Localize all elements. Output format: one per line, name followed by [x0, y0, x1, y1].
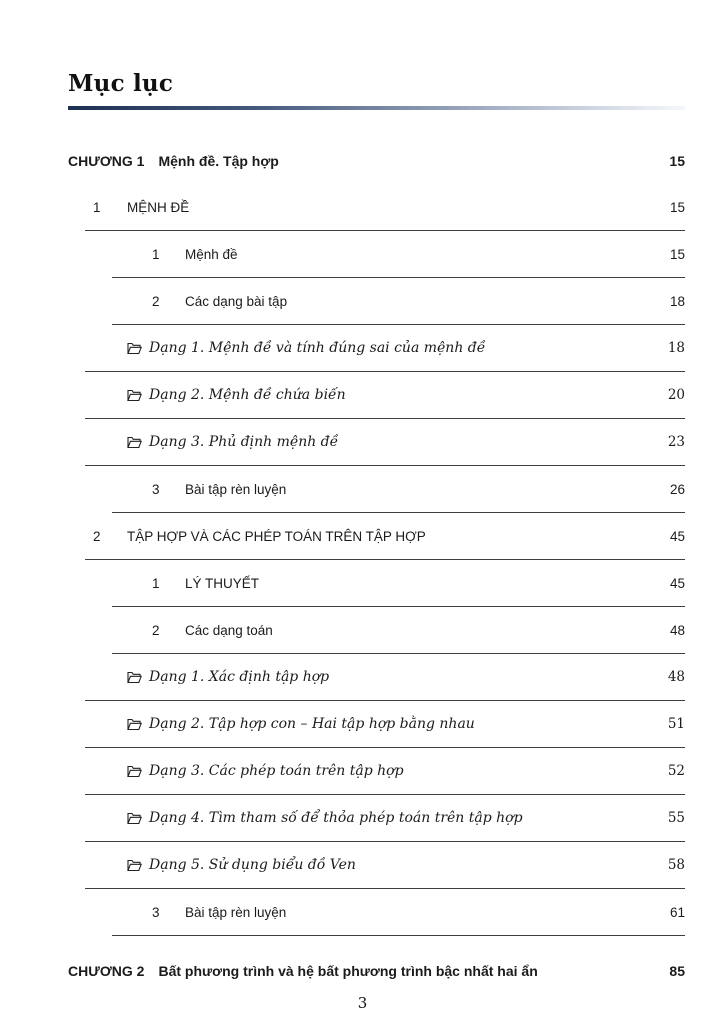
dang-title: Dạng 1. Mệnh đề và tính đúng sai của mệnh đề: [149, 340, 486, 356]
dang-entry: [127, 716, 475, 732]
toc-subsection-row: [112, 278, 685, 325]
dang-title: Dạng 4. Tìm tham số để thỏa phép toán trên tập hợp: [149, 810, 523, 826]
page-number: 45: [669, 575, 685, 591]
chapter-title: Mệnh đề. Tập hợp: [158, 153, 279, 169]
dang-entry: [127, 434, 338, 450]
page-number: 61: [669, 904, 685, 920]
open-folder-icon: [127, 859, 142, 872]
section-title: TẬP HỢP VÀ CÁC PHÉP TOÁN TRÊN TẬP HỢP: [127, 528, 426, 544]
title-gradient-rule: [68, 106, 685, 110]
page-number: 51: [667, 716, 685, 732]
subsection-title: Các dạng toán: [185, 622, 273, 638]
toc-dang-row: [85, 842, 685, 889]
toc-dang-row: [85, 701, 685, 748]
page-number: 15: [669, 246, 685, 262]
chapter-label: CHƯƠNG 1: [68, 153, 145, 169]
dang-title: Dạng 2. Tập hợp con – Hai tập hợp bằng nhau: [149, 716, 475, 732]
open-folder-icon: [127, 718, 142, 731]
toc-dang-row: [85, 748, 685, 795]
dang-entry: [127, 810, 523, 826]
page-title: Mục lục: [68, 70, 174, 97]
toc-dang-row: [85, 419, 685, 466]
open-folder-icon: [127, 342, 142, 355]
toc-subsection-row: [112, 560, 685, 607]
toc-dang-row: [85, 795, 685, 842]
open-folder-icon: [127, 389, 142, 402]
toc-chapter-row: [68, 948, 685, 994]
subsection-number: 2: [152, 622, 160, 638]
toc-subsection-row: [112, 231, 685, 278]
page-number: 15: [669, 153, 685, 169]
dang-entry: [127, 857, 356, 873]
dang-title: Dạng 3. Các phép toán trên tập hợp: [149, 763, 404, 779]
chapter-title: Bất phương trình và hệ bất phương trình bậc nhất hai ẩn: [158, 963, 538, 979]
section-number: 1: [93, 199, 101, 215]
page-number: 26: [669, 481, 685, 497]
toc-chapter-row: [68, 138, 685, 184]
page-number: 55: [667, 810, 685, 826]
toc-subsection-row: [112, 889, 685, 936]
subsection-title: LÝ THUYẾT: [185, 575, 260, 591]
page-number: 18: [669, 293, 685, 309]
dang-entry: [127, 763, 404, 779]
page-number: 15: [669, 199, 685, 215]
subsection-number: 2: [152, 293, 160, 309]
open-folder-icon: [127, 436, 142, 449]
subsection-number: 1: [152, 246, 160, 262]
dang-title: Dạng 5. Sử dụng biểu đồ Ven: [149, 857, 356, 873]
open-folder-icon: [127, 765, 142, 778]
section-number: 2: [93, 528, 101, 544]
subsection-number: 3: [152, 481, 160, 497]
open-folder-icon: [127, 812, 142, 825]
page-number: 18: [667, 340, 685, 356]
subsection-number: 3: [152, 904, 160, 920]
dang-title: Dạng 3. Phủ định mệnh đề: [149, 434, 339, 450]
page-number: 45: [669, 528, 685, 544]
footer-page-number: 3: [357, 994, 368, 1012]
page-number: 23: [667, 434, 685, 450]
page-number: 52: [667, 763, 685, 779]
toc-dang-row: [85, 654, 685, 701]
toc-dang-row: [85, 325, 685, 372]
dang-entry: [127, 387, 346, 403]
toc-section-row: [85, 184, 685, 231]
toc-subsection-row: [112, 607, 685, 654]
section-title: MỆNH ĐỀ: [127, 199, 190, 215]
toc-subsection-row: [112, 466, 685, 513]
page-number: 20: [667, 387, 685, 403]
open-folder-icon: [127, 671, 142, 684]
subsection-title: Mệnh đề: [185, 246, 238, 262]
page-number: 85: [669, 963, 685, 979]
dang-entry: [127, 340, 485, 356]
subsection-title: Các dạng bài tập: [185, 293, 288, 309]
dang-entry: [127, 669, 329, 685]
subsection-title: Bài tập rèn luyện: [185, 481, 287, 497]
toc-section-row: [85, 513, 685, 560]
table-of-contents: [68, 138, 685, 994]
dang-title: Dạng 1. Xác định tập hợp: [149, 669, 330, 685]
page-number: 48: [669, 622, 685, 638]
page-number: 58: [667, 857, 685, 873]
chapter-label: CHƯƠNG 2: [68, 963, 145, 979]
subsection-number: 1: [152, 575, 160, 591]
page-number: 48: [667, 669, 685, 685]
toc-dang-row: [85, 372, 685, 419]
subsection-title: Bài tập rèn luyện: [185, 904, 287, 920]
dang-title: Dạng 2. Mệnh đề chứa biến: [149, 387, 346, 403]
